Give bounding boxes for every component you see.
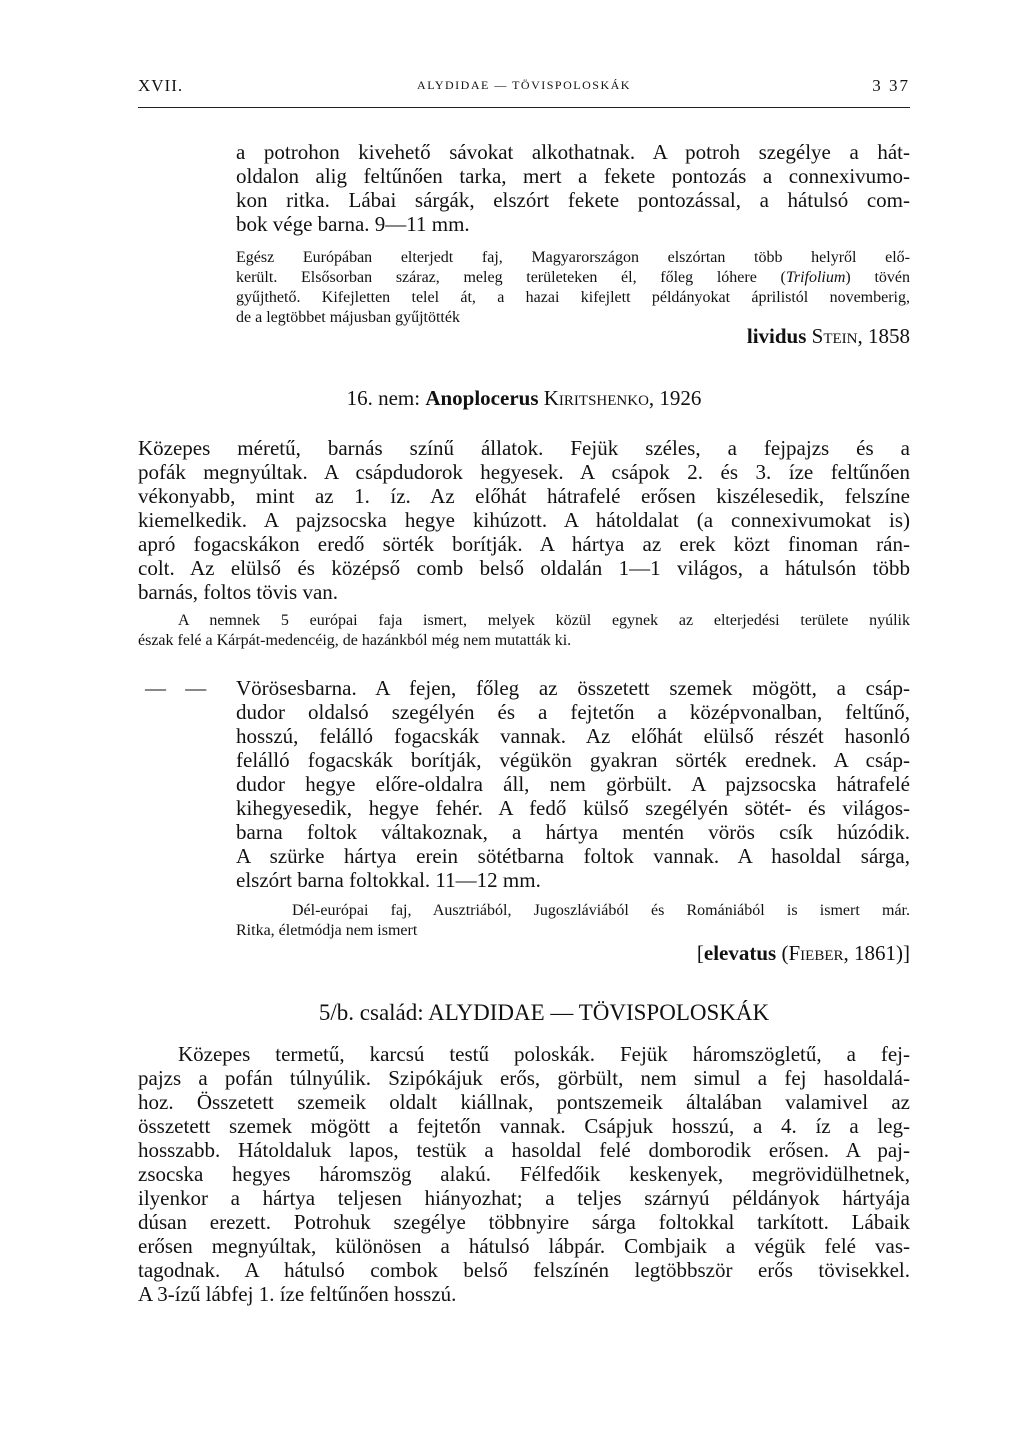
text-line: összetett szemek mögött a fejtetőn vannak. Csápjuk hosszú, a 4. íz a leg- xyxy=(138,1114,910,1138)
text-line: gyűjthető. Kifejletten telel át, a hazai kifejlett példányokat áprilistól novemberig, xyxy=(236,289,910,306)
species-year: , 1858 xyxy=(857,324,910,348)
genus-prefix: 16. nem: xyxy=(346,386,426,410)
text-line: Ritka, életmódja nem ismert xyxy=(236,922,418,939)
text-line: észak felé a Kárpát-medencéig, de hazánkból még nem mutatták ki. xyxy=(138,632,572,649)
species-year: , 1861)] xyxy=(843,941,910,965)
genus-heading xyxy=(138,386,910,410)
text-line: tagodnak. A hátulsó combok belső felszínén legtöbbször erős tövisekkel. xyxy=(138,1258,910,1282)
text-line: kiemelkedik. A pajzsocska hegye kihúzott. A hátoldalat (a connexivumokat is) xyxy=(138,508,910,532)
text-line: A szürke hártya erein sötétbarna foltok vannak. A hasoldal sárga, xyxy=(236,844,910,868)
genus-author: Kiritshenko xyxy=(543,386,649,410)
text-line: ilyenkor a hártya teljesen hiányozhat; a teljes szárnyú példányok hártyája xyxy=(138,1186,910,1210)
text-line: dudor oldalsó szegélyén és a fejtetőn a középvonalban, feltűnő, xyxy=(236,700,910,724)
paragraph-species-description xyxy=(236,676,910,892)
text-line: bok vége barna. 9—11 mm. xyxy=(236,212,470,236)
text-line: barnás, foltos tövis van. xyxy=(138,580,339,604)
family-heading: 5/b. család: ALYDIDAE — TÖVISPOLOSKÁK xyxy=(318,1000,770,1025)
species-author: Stein xyxy=(811,324,858,348)
paragraph-family-description xyxy=(138,1042,910,1306)
text-line: A nemnek 5 európai faja ismert, melyek közül egynek az elterjedési területe nyúlik xyxy=(178,612,910,629)
species-name-elevatus xyxy=(560,941,910,965)
text-line: pajzs a pofán túlnyúlik. Szipókájuk erős, görbült, nem simul a fej hasoldalá- xyxy=(138,1066,910,1090)
paragraph-genus-distribution xyxy=(138,611,910,651)
paragraph-genus-description xyxy=(138,436,910,604)
text-line: hosszabb. Hátoldaluk lapos, testük a hasoldal felé domborodik erősen. A paj- xyxy=(138,1138,910,1162)
paragraph-distribution-2 xyxy=(236,901,910,941)
page-number: 3 37 xyxy=(872,76,910,95)
text-line: hosszú, felálló fogacskák vannak. Az előhát elülső részét hasonló xyxy=(236,724,910,748)
text-line: kihegyesedik, hegye fehér. A fedő külső szegélyén sötét- és világos- xyxy=(236,796,910,820)
genus-name: Anoplocerus xyxy=(425,386,539,410)
text-line: oldalon alig feltűnően tarka, mert a fekete pontozás a connexivumo- xyxy=(236,164,910,188)
species-dashes: — — xyxy=(145,676,207,700)
text-line: vékonyabb, mint az 1. íz. Az előhát hátrafelé erősen kiszélesedik, felszíne xyxy=(138,484,910,508)
text-line: Közepes termetű, karcsú testű poloskák. Fejük háromszögletű, a fej- xyxy=(178,1042,910,1066)
text-line: apró fogacskákon eredő sörték borítják. A hártya az erek közt finoman rán- xyxy=(138,532,910,556)
text-line: colt. Az elülső és középső comb belső oldalán 1—1 világos, a hátulsón több xyxy=(138,556,910,580)
text-line: került. Elsősorban száraz, meleg területeken él, főleg lóhere (Trifolium) tövén xyxy=(236,269,910,286)
text-line: pofák megnyúltak. A csápdudorok hegyesek. A csápok 2. és 3. íze feltűnően xyxy=(138,460,910,484)
paragraph-body-1 xyxy=(236,140,910,236)
paragraph-distribution-1 xyxy=(236,248,910,328)
text-line: zsocska hegyes háromszög alakú. Félfedőik keskenyek, megrövidülhetnek, xyxy=(138,1162,910,1186)
paren-open: ( xyxy=(776,941,789,965)
text-line: de a legtöbbet májusban gyűjtötték xyxy=(236,309,460,326)
text-line: Közepes méretű, barnás színű állatok. Fejük széles, a fejpajzs és a xyxy=(138,436,910,460)
text-line: Dél-európai faj, Ausztriából, Jugoszláviából és Romániából is ismert már. xyxy=(292,902,910,919)
text-line: hoz. Összetett szemeik oldalt kiállnak, pontszemeik általában valamivel az xyxy=(138,1090,910,1114)
text-line: felálló fogacskák borítják, végükön gyakran sörték erednek. A csáp- xyxy=(236,748,910,772)
bracket-open: [ xyxy=(696,941,704,965)
text-line: dúsan erezett. Potrohuk szegélye többnyire sárga foltokkal tarkított. Lábaik xyxy=(138,1210,910,1234)
species-epithet: elevatus xyxy=(703,941,777,965)
text-line: dudor hegye előre-oldalra áll, nem görbült. A pajzsocska hátrafelé xyxy=(236,772,910,796)
text-line: Vörösesbarna. A fejen, főleg az összetett szemek mögött, a csáp- xyxy=(236,676,910,700)
header-rule xyxy=(138,107,910,108)
text-line: erősen megnyúltak, különösen a hátulsó lábpár. Combjaik a végük felé vas- xyxy=(138,1234,910,1258)
text-line: a potrohon kivehető sávokat alkothatnak. A potroh szegélye a hát- xyxy=(236,140,910,164)
chapter-number: XVII. xyxy=(138,76,184,95)
running-title: ALYDIDAE — TÖVISPOLOSKÁK xyxy=(417,78,631,92)
running-header xyxy=(138,76,910,102)
species-name-lividus xyxy=(600,324,910,348)
text-line: Egész Európában elterjedt faj, Magyarországon elszórtan több helyről elő- xyxy=(236,249,910,266)
genus-year: , 1926 xyxy=(648,386,702,410)
text-line: barna foltok váltakoznak, a hártya mentén vörös csík húzódik. xyxy=(236,820,910,844)
species-epithet: lividus xyxy=(746,324,807,348)
text-line: elszórt barna foltokkal. 11—12 mm. xyxy=(236,868,541,892)
species-author: Fieber xyxy=(788,941,844,965)
text-line: kon ritka. Lábai sárgák, elszórt fekete pontozással, a hátulsó com- xyxy=(236,188,910,212)
text-line: A 3-ízű lábfej 1. íze feltűnően hosszú. xyxy=(138,1282,457,1306)
taxon-italic: Trifolium xyxy=(785,269,846,286)
